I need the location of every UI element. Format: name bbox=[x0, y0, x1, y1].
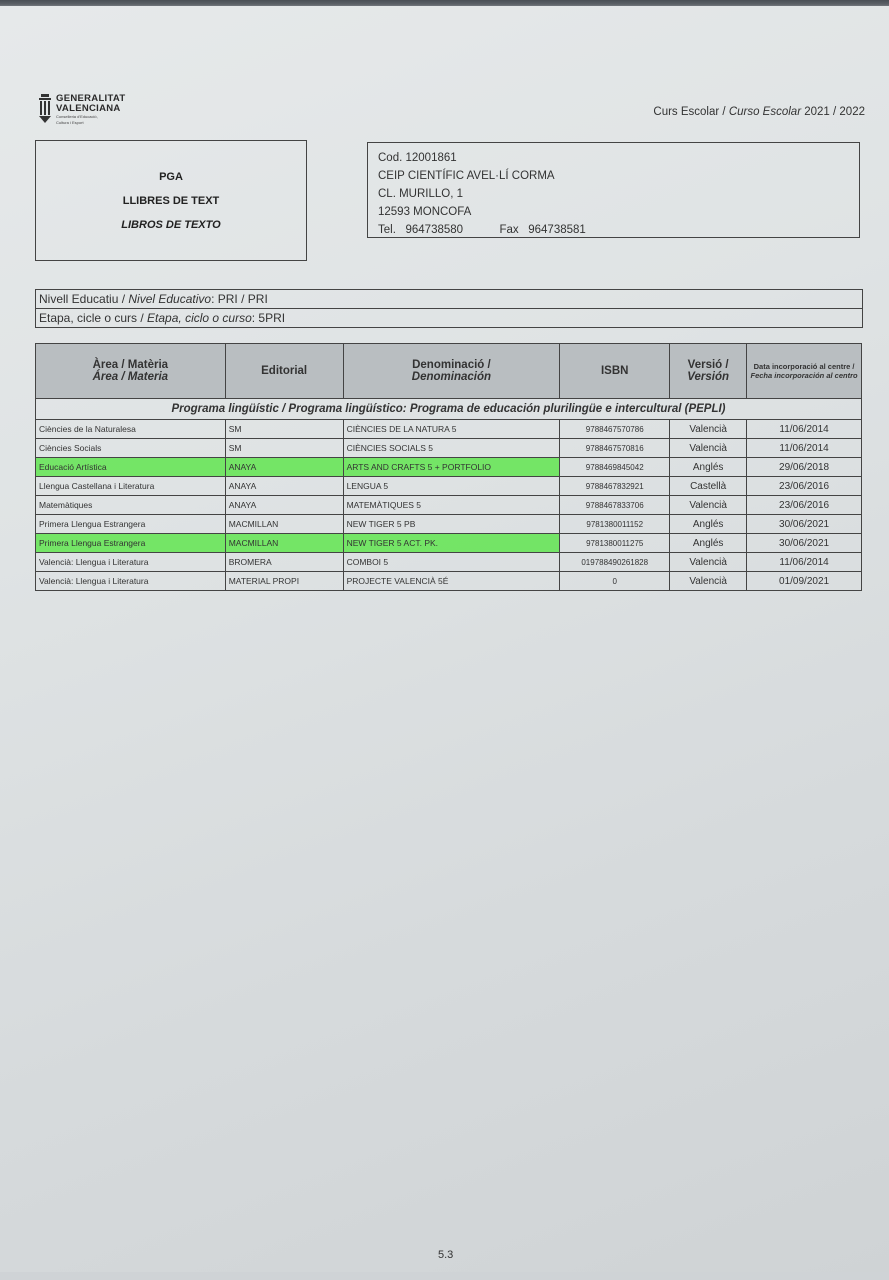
fax-label: Fax bbox=[499, 224, 519, 236]
cell-version: Castellà bbox=[670, 477, 747, 496]
header-versio-ca: Versió / bbox=[687, 359, 729, 371]
logo-sub-1: Conselleria d'Educació, bbox=[56, 114, 98, 119]
school-year-separator: / bbox=[719, 106, 729, 118]
cell-version: Anglés bbox=[670, 458, 747, 477]
school-city: 12593 MONCOFA bbox=[378, 206, 472, 218]
header-date-ca: Data incorporació al centre / bbox=[753, 362, 855, 371]
school-year-label-ca: Curs Escolar bbox=[653, 106, 720, 118]
educational-level-label-ca: Nivell Educatiu / bbox=[39, 292, 129, 306]
cell-denomination: NEW TIGER 5 ACT. PK. bbox=[343, 534, 560, 553]
pga-subtitle-es: LIBROS DE TEXTO bbox=[121, 218, 221, 231]
cell-date: 30/06/2021 bbox=[747, 534, 862, 553]
cell-editorial: MATERIAL PROPI bbox=[225, 572, 343, 591]
cell-denomination: PROJECTE VALENCIÀ 5É bbox=[343, 572, 560, 591]
cell-denomination: LENGUA 5 bbox=[343, 477, 560, 496]
cell-editorial: ANAYA bbox=[225, 477, 343, 496]
cell-denomination: NEW TIGER 5 PB bbox=[343, 515, 560, 534]
header-denom-es: Denominación bbox=[411, 371, 492, 383]
fax-number: 964738581 bbox=[528, 224, 586, 236]
pga-subtitle-ca: LLIBRES DE TEXT bbox=[122, 194, 220, 207]
logo-line-1: GENERALITAT bbox=[56, 93, 126, 104]
school-year-label-es: Curso Escolar bbox=[728, 106, 802, 118]
cell-area: Educació Artística bbox=[36, 458, 226, 477]
header-date bbox=[747, 344, 862, 399]
logo-line-2: VALENCIANA bbox=[56, 102, 121, 114]
cell-version: Valencià bbox=[670, 420, 747, 439]
table-row bbox=[36, 439, 862, 458]
textbooks-table bbox=[35, 343, 862, 591]
cell-version: Valencià bbox=[670, 439, 747, 458]
cell-area: Primera Llengua Estrangera bbox=[36, 515, 226, 534]
school-name: CEIP CIENTÍFIC AVEL·LÍ CORMA bbox=[378, 170, 555, 182]
header-denom-ca: Denominació / bbox=[412, 359, 491, 371]
cell-denomination: ARTS AND CRAFTS 5 + PORTFOLIO bbox=[343, 458, 560, 477]
cell-version: Valencià bbox=[670, 553, 747, 572]
level-info-box bbox=[35, 289, 863, 328]
pga-title: PGA bbox=[159, 170, 183, 183]
cell-date: 01/09/2021 bbox=[747, 572, 862, 591]
table-row bbox=[36, 458, 862, 477]
cell-editorial: SM bbox=[225, 420, 343, 439]
cell-isbn: 9788467570816 bbox=[560, 439, 670, 458]
cell-area: Valencià: Llengua i Literatura bbox=[36, 553, 226, 572]
cell-denomination: MATEMÀTIQUES 5 bbox=[343, 496, 560, 515]
school-year-value: 2021 / 2022 bbox=[804, 106, 865, 118]
table-row bbox=[36, 534, 862, 553]
pga-title-box bbox=[35, 140, 307, 261]
school-code: Cod. 12001861 bbox=[378, 152, 457, 164]
cell-isbn: 0 bbox=[560, 572, 670, 591]
stage-label-es: Etapa, ciclo o curso bbox=[147, 311, 252, 325]
table-row bbox=[36, 496, 862, 515]
generalitat-logo bbox=[38, 94, 125, 125]
language-program-text: Programa lingüístic / Programa lingüístico: Programa de educación plurilingüe e intercultural (PEPLI) bbox=[36, 399, 862, 420]
tel-label: Tel. bbox=[378, 224, 396, 236]
stage-label-ca: Etapa, cicle o curs / bbox=[39, 311, 148, 325]
cell-version: Anglés bbox=[670, 515, 747, 534]
cell-editorial: SM bbox=[225, 439, 343, 458]
coat-of-arms-icon bbox=[38, 94, 52, 124]
cell-isbn: 9788467570786 bbox=[560, 420, 670, 439]
cell-editorial: BROMERA bbox=[225, 553, 343, 572]
cell-date: 11/06/2014 bbox=[747, 553, 862, 572]
school-year bbox=[653, 106, 865, 118]
cell-isbn: 9788467832921 bbox=[560, 477, 670, 496]
table-row bbox=[36, 553, 862, 572]
cell-date: 29/06/2018 bbox=[747, 458, 862, 477]
cell-area: Primera Llengua Estrangera bbox=[36, 534, 226, 553]
educational-level-label-es: Nivel Educativo bbox=[128, 292, 212, 306]
school-phone-line bbox=[378, 221, 849, 239]
table-row bbox=[36, 477, 862, 496]
cell-date: 23/06/2016 bbox=[747, 477, 862, 496]
logo-sub-2: Cultura i Esport bbox=[56, 120, 84, 125]
cell-editorial: ANAYA bbox=[225, 496, 343, 515]
table-row bbox=[36, 420, 862, 439]
page-number: 5.3 bbox=[438, 1249, 454, 1261]
document-page bbox=[0, 6, 889, 1272]
cell-isbn: 019788490261828 bbox=[560, 553, 670, 572]
tel-number: 964738580 bbox=[405, 224, 464, 236]
cell-area: Llengua Castellana i Literatura bbox=[36, 477, 226, 496]
cell-editorial: MACMILLAN bbox=[225, 534, 343, 553]
educational-level-row bbox=[36, 290, 862, 308]
cell-area: Ciències Socials bbox=[36, 439, 226, 458]
table-row bbox=[36, 572, 862, 591]
cell-denomination: COMBOI 5 bbox=[343, 553, 560, 572]
cell-area: Ciències de la Naturalesa bbox=[36, 420, 226, 439]
cell-version: Anglés bbox=[670, 534, 747, 553]
cell-area: Valencià: Llengua i Literatura bbox=[36, 572, 226, 591]
cell-version: Valencià bbox=[670, 496, 747, 515]
cell-isbn: 9781380011275 bbox=[560, 534, 670, 553]
cell-isbn: 9788467833706 bbox=[560, 496, 670, 515]
cell-denomination: CIÈNCIES SOCIALS 5 bbox=[343, 439, 560, 458]
school-street: CL. MURILLO, 1 bbox=[378, 188, 463, 200]
cell-isbn: 9788469845042 bbox=[560, 458, 670, 477]
header-versio-es: Versión bbox=[687, 371, 730, 383]
cell-editorial: MACMILLAN bbox=[225, 515, 343, 534]
cell-editorial: ANAYA bbox=[225, 458, 343, 477]
cell-denomination: CIÈNCIES DE LA NATURA 5 bbox=[343, 420, 560, 439]
educational-level-value: : PRI / PRI bbox=[211, 292, 268, 306]
header-isbn: ISBN bbox=[560, 344, 670, 399]
cell-isbn: 9781380011152 bbox=[560, 515, 670, 534]
cell-date: 11/06/2014 bbox=[747, 439, 862, 458]
cell-date: 30/06/2021 bbox=[747, 515, 862, 534]
stage-value: : 5PRI bbox=[251, 311, 286, 325]
cell-area: Matemàtiques bbox=[36, 496, 226, 515]
header-area bbox=[36, 344, 226, 399]
header-denomination bbox=[343, 344, 560, 399]
header-area-ca: Àrea / Matèria bbox=[92, 359, 169, 371]
header-editorial: Editorial bbox=[225, 344, 343, 399]
language-program-row bbox=[36, 399, 862, 420]
cell-date: 23/06/2016 bbox=[747, 496, 862, 515]
header-date-es: Fecha incorporación al centro bbox=[750, 371, 858, 380]
table-header-row bbox=[36, 344, 862, 399]
cell-version: Valencià bbox=[670, 572, 747, 591]
school-info-box bbox=[367, 142, 860, 238]
header-area-es: Área / Materia bbox=[92, 371, 169, 383]
table-row bbox=[36, 515, 862, 534]
cell-date: 11/06/2014 bbox=[747, 420, 862, 439]
header-version bbox=[670, 344, 747, 399]
stage-row bbox=[36, 308, 862, 327]
